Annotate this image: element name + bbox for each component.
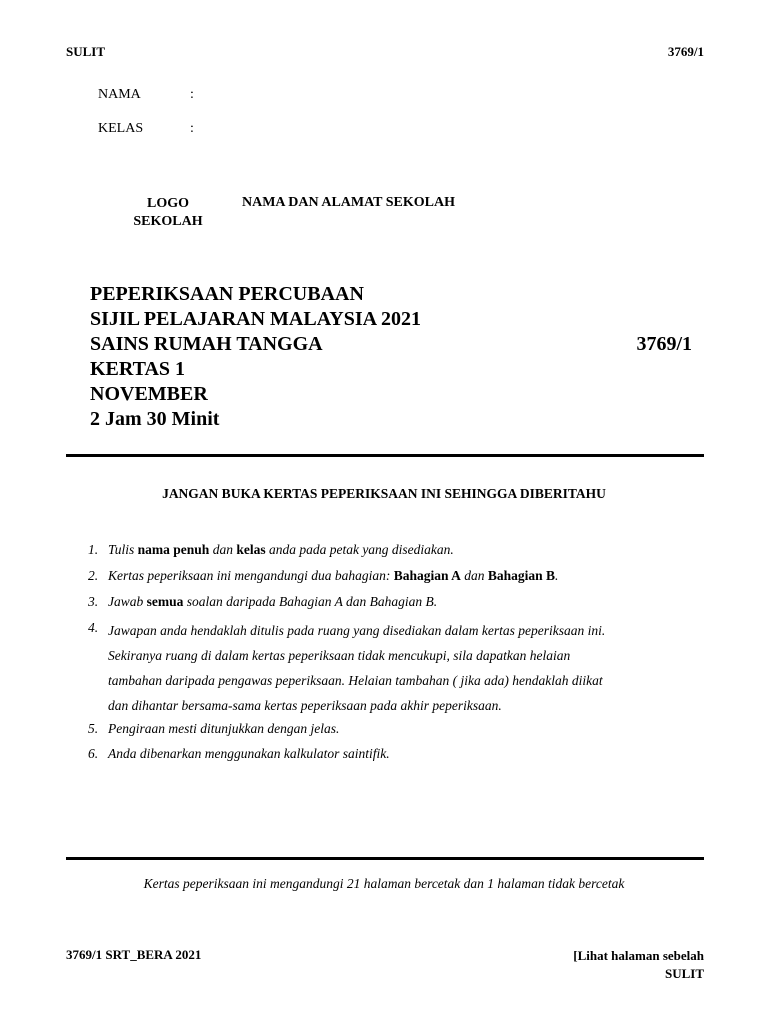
instruction-4-line-2: Sekiranya ruang di dalam kertas peperiksaan tidak mencukupi, sila dapatkan helaian — [108, 648, 571, 663]
instruction-4-number: 4. — [88, 620, 99, 635]
page-count-note: Kertas peperiksaan ini mengandungi 21 halaman bercetak dan 1 halaman tidak bercetak — [143, 876, 625, 891]
instruction-1-text-b: dan — [209, 542, 237, 557]
instruction-5-text: Pengiraan mesti ditunjukkan dengan jelas. — [108, 721, 340, 736]
school-logo-placeholder — [130, 195, 206, 231]
instruction-3-number: 3. — [88, 594, 99, 609]
subject-title: SAINS RUMAH TANGGA — [90, 333, 323, 355]
instruction-1-number: 1. — [88, 542, 99, 557]
exam-title-line-2: SIJIL PELAJARAN MALAYSIA 2021 — [90, 308, 421, 330]
instruction-4-line-4: dan dihantar bersama-sama kertas peperiksaan pada akhir peperiksaan. — [108, 698, 502, 713]
instruction-5-number: 5. — [88, 721, 99, 736]
instruction-6-text: Anda dibenarkan menggunakan kalkulator saintifik. — [108, 746, 390, 761]
instruction-1-bold-b: kelas — [236, 542, 266, 557]
bottom-divider — [66, 857, 704, 860]
instruction-3-text-b: soalan daripada Bahagian A dan Bahagian B. — [183, 594, 438, 609]
instruction-4-line-3: tambahan daripada pengawas peperiksaan. Helaian tambahan ( jika ada) hendaklah diikat — [108, 673, 603, 688]
subject-code: 3769/1 — [636, 333, 692, 355]
exam-duration: 2 Jam 30 Minit — [90, 408, 220, 430]
paper-number: KERTAS 1 — [90, 358, 186, 380]
class-colon: : — [190, 121, 194, 136]
instruction-1-bold-a: nama penuh — [137, 542, 210, 557]
instruction-2-text-c: . — [555, 568, 559, 583]
instruction-1-text-c: anda pada petak yang disediakan. — [265, 542, 454, 557]
footer-right — [573, 947, 704, 983]
instruction-3-text-a: Jawab — [108, 594, 147, 609]
instruction-1-text-a: Tulis — [108, 542, 138, 557]
instruction-6-number: 6. — [88, 746, 99, 761]
name-colon: : — [190, 87, 194, 102]
footer-next-page: [Lihat halaman sebelah — [573, 948, 704, 963]
instruction-2-text-b: dan — [460, 568, 488, 583]
footer-paper-code: 3769/1 SRT_BERA 2021 — [66, 947, 202, 962]
instruction-2-number: 2. — [88, 568, 99, 583]
exam-month: NOVEMBER — [90, 383, 208, 405]
school-name-address: NAMA DAN ALAMAT SEKOLAH — [242, 195, 456, 210]
class-label: KELAS — [98, 121, 144, 136]
name-label: NAMA — [98, 87, 141, 102]
instruction-3-bold: semua — [146, 594, 184, 609]
top-divider — [66, 454, 704, 457]
header-paper-code: 3769/1 — [667, 44, 704, 59]
logo-line-2: SEKOLAH — [133, 214, 203, 229]
instruction-4-line-1: Jawapan anda hendaklah ditulis pada ruang yang disediakan dalam kertas peperiksaan ini. — [108, 623, 606, 638]
footer-confidential: SULIT — [664, 966, 704, 981]
exam-title-line-1: PEPERIKSAAN PERCUBAAN — [90, 283, 364, 305]
logo-line-1: LOGO — [146, 196, 189, 211]
instruction-2-bold-b: Bahagian B — [487, 568, 556, 583]
exam-title-block — [90, 282, 421, 432]
instruction-2-text-a: Kertas peperiksaan ini mengandungi dua bahagian: — [108, 568, 394, 583]
header-confidential: SULIT — [66, 44, 106, 59]
instruction-2-bold-a: Bahagian A — [393, 568, 461, 583]
warning-notice: JANGAN BUKA KERTAS PEPERIKSAAN INI SEHINGGA DIBERITAHU — [162, 486, 606, 501]
